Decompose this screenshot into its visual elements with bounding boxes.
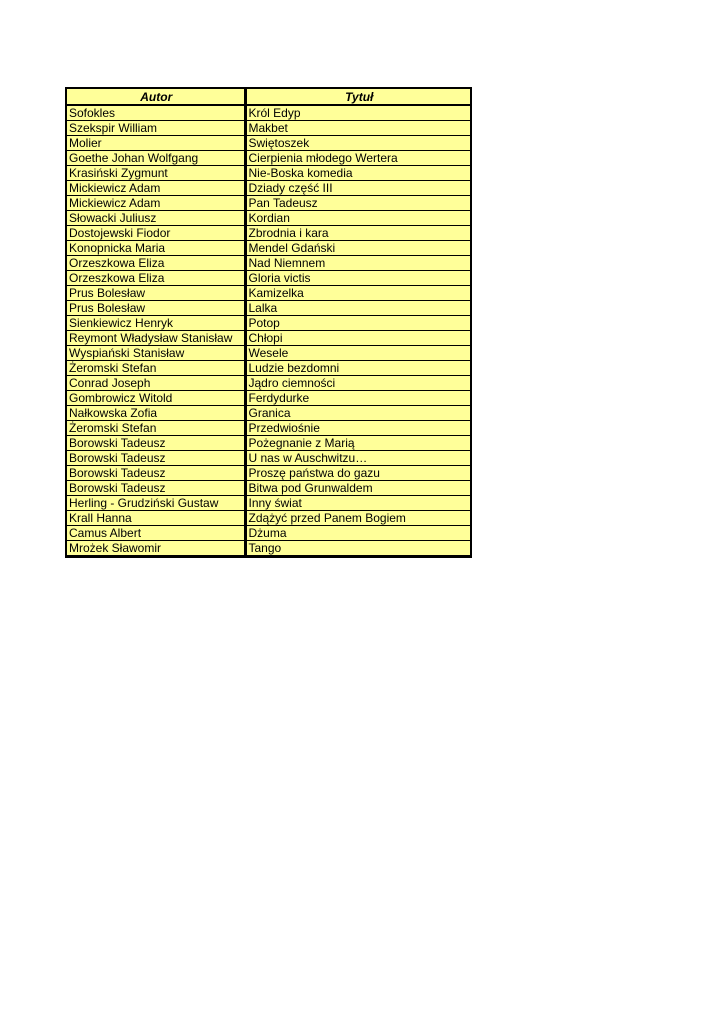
author-cell: Sofokles bbox=[67, 105, 245, 121]
table-row bbox=[67, 256, 470, 271]
author-cell: Żeromski Stefan bbox=[67, 421, 245, 436]
author-cell: Borowski Tadeusz bbox=[67, 451, 245, 466]
table-row bbox=[67, 391, 470, 406]
title-cell: Kamizelka bbox=[245, 286, 470, 301]
author-cell: Krall Hanna bbox=[67, 511, 245, 526]
table-row bbox=[67, 181, 470, 196]
title-cell: Cierpienia młodego Wertera bbox=[245, 151, 470, 166]
title-cell: Tango bbox=[248, 541, 282, 555]
table-row bbox=[67, 421, 470, 436]
author-cell: Słowacki Juliusz bbox=[67, 211, 245, 226]
table-row bbox=[67, 166, 470, 181]
author-cell: Prus Bolesław bbox=[67, 286, 245, 301]
author-cell: Molier bbox=[67, 136, 245, 151]
table-row bbox=[67, 481, 470, 496]
table-row bbox=[67, 316, 470, 331]
author-cell: Conrad Joseph bbox=[67, 376, 245, 391]
title-cell: Przedwiośnie bbox=[245, 421, 470, 436]
table-body bbox=[67, 105, 470, 555]
author-cell: Prus Bolesław bbox=[67, 301, 245, 316]
author-cell: Goethe Johan Wolfgang bbox=[67, 151, 245, 166]
title-cell: Makbet bbox=[245, 121, 470, 136]
title-cell: Ferdydurke bbox=[245, 391, 470, 406]
table-row bbox=[67, 346, 470, 361]
table-row bbox=[67, 526, 470, 541]
book-list-table bbox=[67, 89, 470, 555]
author-cell: Konopnicka Maria bbox=[67, 241, 245, 256]
title-cell: Król Edyp bbox=[245, 105, 470, 121]
table-row bbox=[67, 511, 470, 526]
title-cell: Lalka bbox=[245, 301, 470, 316]
author-cell: Krasiński Zygmunt bbox=[67, 166, 245, 181]
title-cell: Jądro ciemności bbox=[245, 376, 470, 391]
title-cell: Zbrodnia i kara bbox=[245, 226, 470, 241]
table-row bbox=[67, 361, 470, 376]
title-cell: Swiętoszek bbox=[245, 136, 470, 151]
table-row bbox=[67, 496, 470, 511]
title-cell: Dżuma bbox=[245, 526, 470, 541]
title-cell: Bitwa pod Grunwaldem bbox=[245, 481, 470, 496]
author-cell: Żeromski Stefan bbox=[67, 361, 245, 376]
table-row bbox=[67, 151, 470, 166]
title-cell: Chłopi bbox=[245, 331, 470, 346]
title-cell: Pożegnanie z Marią bbox=[245, 436, 470, 451]
author-cell: Borowski Tadeusz bbox=[67, 466, 245, 481]
table-row bbox=[67, 211, 470, 226]
title-cell: Ludzie bezdomni bbox=[245, 361, 470, 376]
table-row bbox=[67, 286, 470, 301]
table-row bbox=[67, 436, 470, 451]
table-row bbox=[67, 241, 470, 256]
title-cell: Wesele bbox=[245, 346, 470, 361]
table-row bbox=[67, 105, 470, 121]
author-cell: Wyspiański Stanisław bbox=[67, 346, 245, 361]
author-cell: Nałkowska Zofia bbox=[67, 406, 245, 421]
author-cell: Orzeszkowa Eliza bbox=[67, 271, 245, 286]
header-author: Autor bbox=[67, 89, 245, 105]
author-cell: Herling - Grudziński Gustaw bbox=[67, 496, 245, 511]
table-row bbox=[67, 331, 470, 346]
title-cell: U nas w Auschwitzu… bbox=[245, 451, 470, 466]
header-title: Tytuł bbox=[245, 89, 470, 105]
table-row bbox=[67, 301, 470, 316]
header-row bbox=[67, 89, 470, 105]
title-cell: Granica bbox=[245, 406, 470, 421]
title-cell: Nad Niemnem bbox=[245, 256, 470, 271]
table-row bbox=[67, 466, 470, 481]
author-cell: Camus Albert bbox=[67, 526, 245, 541]
table-row bbox=[67, 451, 470, 466]
table-row bbox=[67, 121, 470, 136]
author-cell: Borowski Tadeusz bbox=[67, 481, 245, 496]
title-cell: Pan Tadeusz bbox=[245, 196, 470, 211]
book-list-sheet bbox=[65, 87, 472, 558]
author-cell: Mrożek Sławomir bbox=[67, 541, 245, 556]
table-row bbox=[67, 406, 470, 421]
table-row bbox=[67, 271, 470, 286]
title-cell: Inny świat bbox=[245, 496, 470, 511]
table-row bbox=[67, 541, 470, 556]
author-cell: Mickiewicz Adam bbox=[67, 181, 245, 196]
table-row bbox=[67, 376, 470, 391]
title-cell: Dziady część III bbox=[245, 181, 470, 196]
title-cell: Gloria victis bbox=[245, 271, 470, 286]
table-row bbox=[67, 196, 470, 211]
author-cell: Sienkiewicz Henryk bbox=[67, 316, 245, 331]
author-cell: Szekspir William bbox=[67, 121, 245, 136]
author-cell: Orzeszkowa Eliza bbox=[67, 256, 245, 271]
title-cell: Nie-Boska komedia bbox=[245, 166, 470, 181]
title-cell: Zdążyć przed Panem Bogiem bbox=[245, 511, 470, 526]
table-row bbox=[67, 226, 470, 241]
title-cell: Potop bbox=[245, 316, 470, 331]
author-cell: Mickiewicz Adam bbox=[67, 196, 245, 211]
table-row bbox=[67, 136, 470, 151]
title-cell: Mendel Gdański bbox=[245, 241, 470, 256]
title-cell: Proszę państwa do gazu bbox=[245, 466, 470, 481]
author-cell: Borowski Tadeusz bbox=[67, 436, 245, 451]
title-cell: Kordian bbox=[245, 211, 470, 226]
author-cell: Gombrowicz Witold bbox=[67, 391, 245, 406]
author-cell: Dostojewski Fiodor bbox=[67, 226, 245, 241]
author-cell: Reymont Władysław Stanisław bbox=[67, 331, 245, 346]
